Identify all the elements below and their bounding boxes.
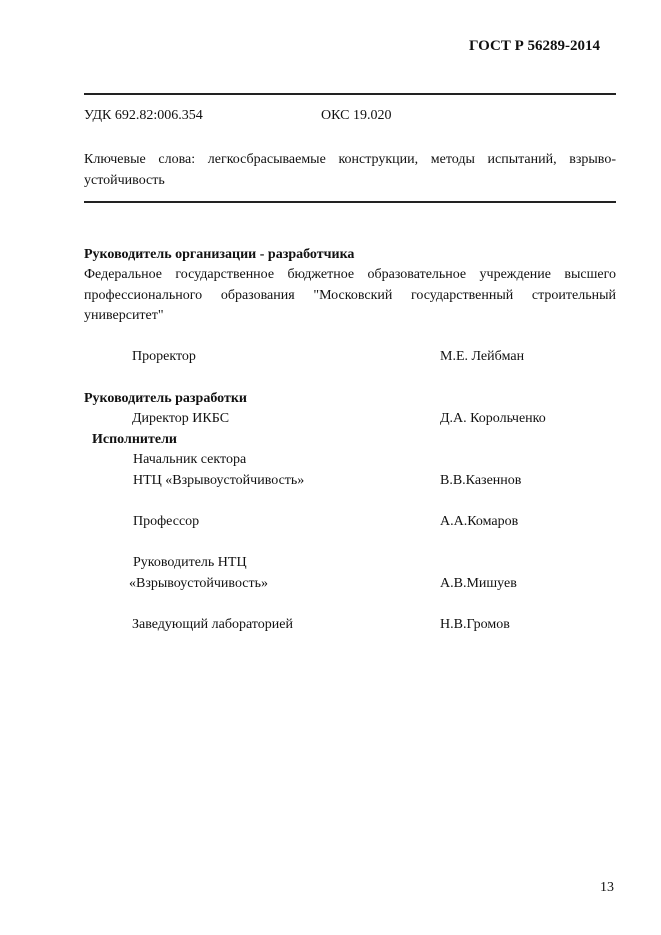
udk-code: УДК 692.82:006.354 — [84, 108, 203, 123]
executor-name: А.В.Мишуев — [440, 576, 517, 591]
signatory-role: Проректор — [132, 349, 196, 364]
page-number: 13 — [600, 880, 614, 895]
executor-role-line: Руководитель НТЦ — [133, 555, 247, 570]
executor-role-line: Заведующий лабораторией — [132, 617, 293, 632]
bottom-divider — [84, 201, 616, 203]
signatory-name: М.Е. Лейбман — [440, 349, 525, 364]
developer-org-heading: Руководитель организации - разработчика — [84, 247, 355, 262]
standard-number: ГОСТ Р 56289-2014 — [468, 38, 600, 54]
executor-role-line: НТЦ «Взрывоустойчивость» — [133, 473, 305, 488]
dev-lead-heading: Руководитель разработки — [84, 391, 247, 406]
dev-lead-role: Директор ИКБС — [132, 411, 230, 426]
top-divider — [84, 93, 616, 95]
executors-heading: Исполнители — [92, 432, 177, 447]
executor-role-line: Профессор — [133, 514, 200, 529]
executor-role-line: Начальник сектора — [133, 452, 247, 467]
dev-lead-name: Д.А. Корольченко — [440, 411, 546, 426]
executor-name: А.А.Комаров — [440, 514, 519, 529]
executor-role-line: «Взрывоустойчивость» — [129, 576, 269, 591]
executor-name: Н.В.Громов — [440, 617, 510, 632]
oks-code: ОКС 19.020 — [321, 108, 392, 123]
executor-name: В.В.Казеннов — [440, 473, 522, 488]
developer-org-text: Федеральное государственное бюджетное образовательное учреждение высшего профессионального образования "Московский государственный строительный университет" — [84, 267, 616, 323]
keywords: Ключевые слова: легкосбрасываемые конструкции, методы испытаний, взрыво-устойчивость — [84, 152, 616, 188]
